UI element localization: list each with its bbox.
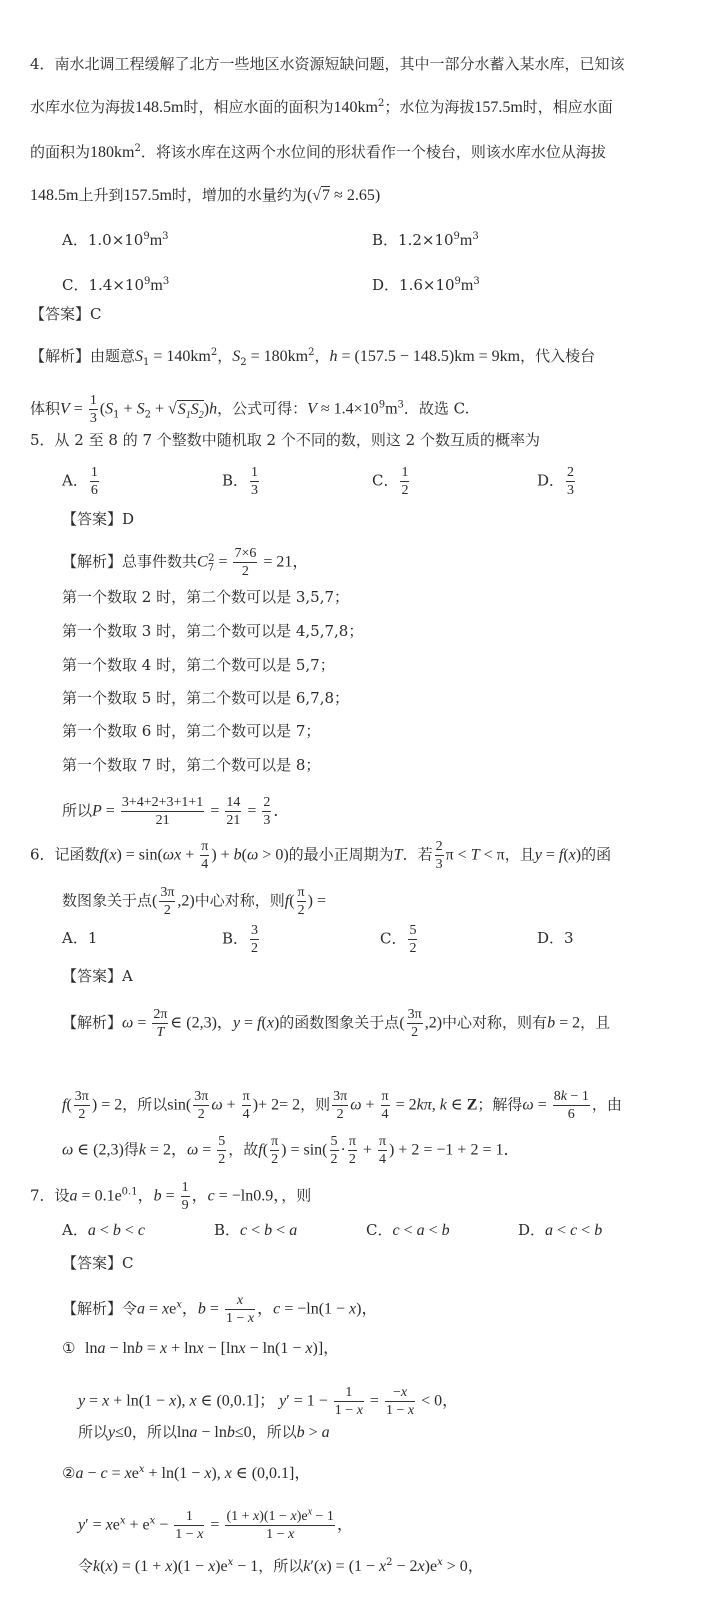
q5-case-6: 第一个数取 7 时，第二个数可以是 8； [62,756,321,774]
q4-answer: 【答案】C [30,305,102,323]
q4-explanation-2: 体积V = $\frac{1}{3}$ $(S_1 + S_2 + √S_1S_2)h$，公式可得：$V \approx 1.4\times 10^9m^3$．故选 C. [30,393,470,426]
q7-option-d: D．a < c < b [518,1221,603,1239]
q5-case-2: 第一个数取 3 时，第二个数可以是 4,5,7,8； [62,622,364,640]
q5-answer: 【答案】D [62,510,135,528]
q5-case-1: 第一个数取 2 时，第二个数可以是 3,5,7； [62,588,350,606]
q7-step-1-derivative: y = x + ln(1 − x), x ∈ (0,0.1]； y′ = 1 − $\frac{1}{1 - x}$ = $\frac{-x}{1 - x}$ < 0， [78,1385,459,1418]
q6-option-d: D．3 [537,929,574,947]
q6-option-a: A．1 [62,929,98,947]
q6-line-2: 数图象关于点( $\frac{3\pi}{2}$ ,2)中心对称，则f( $\frac{\pi}{2}$ ) = [62,885,326,918]
q4-line-4: 148.5m上升到157.5m时，增加的水量约为(√7 ≈ 2.65) [30,186,381,204]
q4-line-1: 4．南水北调工程缓解了北方一些地区水资源短缺问题，其中一部分水蓄入某水库，已知该 [30,55,625,73]
q4-option-a: A．$1.0\times 10^9m^3$ [62,231,169,249]
q5-case-4: 第一个数取 5 时，第二个数可以是 6,7,8； [62,689,350,707]
q5-explanation-1: 【解析】总事件数共$C_7^2$ = $\frac{7\times 6}{2}$ = 21， [62,546,309,579]
q7-step-2-derivative: $y' = xe^x + e^x$ − $\frac{1}{1 - x}$ = $\frac{(1 + x)(1 - x)e^x - 1}{1 - x}$ ， [78,1506,353,1542]
q7-explanation-1: 【解析】令$a = xe^x$，b = $\frac{x}{1 - x}$ ，c = −ln(1 − x)， [62,1293,378,1326]
q5-line-1: 5．从 2 至 8 的 7 个整数中随机取 2 个不同的数，则这 2 个数互质的概率为 [30,431,540,449]
q6-explanation-3: ω ∈ (2,3)得k = 2，ω = $\frac{5}{2}$ ，故f( $\frac{\pi}{2}$ ) = sin( $\frac{5}{2}$ · $\frac{\pi}{2}$ + $\frac{\pi}{4}$ ) + 2 = −1 + 2 = 1． [62,1134,520,1167]
q7-answer: 【答案】C [62,1254,134,1272]
q5-case-5: 第一个数取 6 时，第二个数可以是 7； [62,722,321,740]
q5-option-c: C． $\frac{1}{2}$ [372,465,409,498]
q6-line-1: 6．记函数f(x) = sin(ωx + $\frac{\pi}{4}$ ) + b(ω > 0)的最小正周期为T．若 $\frac{2}{3}$ π < T < π，且y = f(x)的函 [30,839,612,872]
q4-option-b: B．$1.2\times 10^9m^3$ [372,231,479,249]
q7-step-2-k: 令$k(x) = (1 + x)(1 - x)e^x - 1$，所以$k'(x) = (1 - x^2 - 2x)e^x > 0$， [78,1557,484,1575]
q4-line-3: 的面积为$180km^2$．将该水库在这两个水位间的形状看作一个棱台，则该水库水位从海拔 [30,143,606,161]
q4-option-c: C．$1.4\times 10^9m^3$ [62,276,170,294]
q6-explanation-1: 【解析】ω = $\frac{2\pi}{T}$ ∈ (2,3)，y = f(x)的函数图象关于点( $\frac{3\pi}{2}$ ,2)中心对称，则有b = 2，且 [62,1007,611,1040]
q7-step-1-conclusion: 所以y≤0，所以lna − lnb≤0，所以b > a [78,1423,330,1441]
q5-option-b: B． $\frac{1}{3}$ [222,465,259,498]
q5-option-d: D． $\frac{2}{3}$ [537,465,575,498]
q4-explanation-1: 【解析】由题意$S_1 = 140km^2$，$S_2 = 180km^2$，h = (157.5 − 148.5)km = 9km，代入棱台 [30,347,596,368]
q7-step-2: ②a − $c = xe^x + \ln(1 - x)$, x ∈ (0,0.1]， [62,1464,311,1482]
q6-option-c: C． $\frac{5}{2}$ [380,923,417,956]
q7-step-1: ① lna − lnb = x + lnx − [lnx − ln(1 − x)]， [62,1339,340,1357]
q6-option-b: B． $\frac{3}{2}$ [222,923,259,956]
q6-explanation-2: f( $\frac{3\pi}{2}$ ) = 2，所以sin( $\frac{3\pi}{2}$ ω + $\frac{\pi}{4}$ )+ 2= 2，则 $\frac{3\pi}{2}$ ω + $\frac{\pi}{4}$ = 2kπ, k ∈ Z；解得ω = $\frac{8k - 1}{6}$ ，由 [62,1089,622,1122]
q4-option-d: D．$1.6\times 10^9m^3$ [372,276,480,294]
q7-option-c: C．c < a < b [366,1221,450,1239]
q5-conclusion: 所以P = $\frac{3+4+2+3+1+1}{21}$ = $\frac{14}{21}$ = $\frac{2}{3}$ ． [62,795,290,828]
q5-case-3: 第一个数取 4 时，第二个数可以是 5,7； [62,656,335,674]
q5-option-a: A． $\frac{1}{6}$ [62,465,98,498]
q4-line-2: 水库水位为海拔148.5m时，相应水面的面积为$140km^2$；水位为海拔157.5m时，相应水面 [30,98,613,116]
q6-answer: 【答案】A [62,967,133,985]
q7-option-a: A．a < b < c [62,1221,146,1239]
q7-line-1: 7．设$a = 0.1e^{0.1}$，b = $\frac{1}{9}$ ，c = −ln0.9，，则 [30,1180,312,1213]
q7-option-b: B．c < b < a [214,1221,298,1239]
